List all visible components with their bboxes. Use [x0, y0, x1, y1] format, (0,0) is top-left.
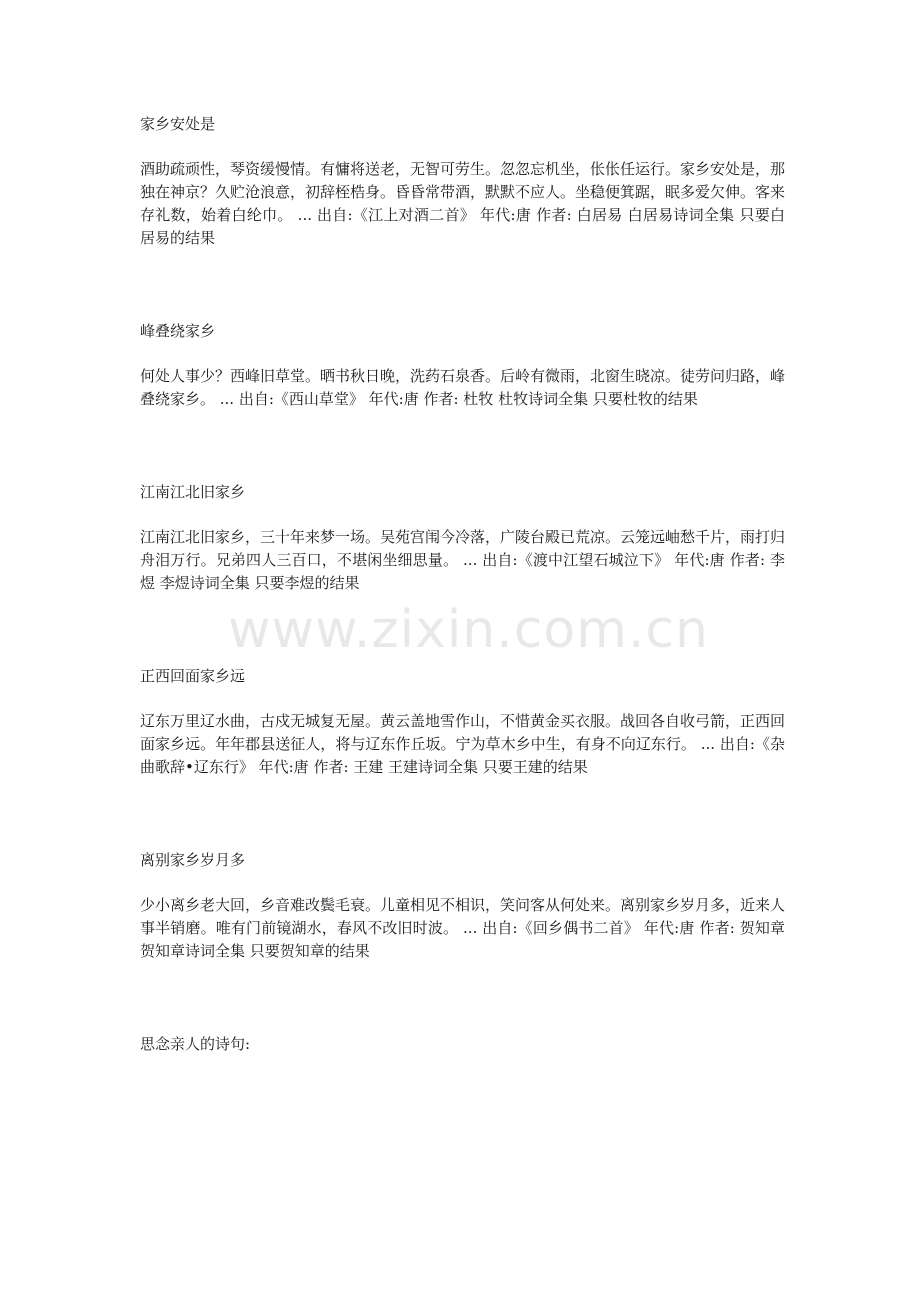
- document-content: [140, 112, 785, 1056]
- section-body: 酒助疏顽性，琴资缓慢情。有慵将送老，无智可劳生。忽忽忘机坐，伥伥任运行。家乡安处是，那独在神京？久贮沧浪意，初辞桎梏身。昏昏常带酒，默默不应人。坐稳便箕踞，眠多爱欠伸。客来存礼数，始着白纶巾。 ... 出自:《江上对酒二首》 年代:唐 作者: 白居易 白居易诗词全集 只要白居易的结果: [140, 160, 786, 247]
- poem-section: [140, 480, 785, 595]
- section-heading: 江南江北旧家乡: [140, 483, 246, 501]
- section-heading: 离别家乡岁月多: [140, 851, 246, 869]
- watermark: www.zixin.com.cn: [228, 600, 709, 660]
- section-body: 何处人事少？西峰旧草堂。晒书秋日晚，洗药石泉香。后岭有微雨，北窗生晓凉。徒劳问归路，峰叠绕家乡。 ... 出自:《西山草堂》 年代:唐 作者: 杜牧 杜牧诗词全集 只要杜牧的结果: [140, 367, 786, 408]
- section-body: 少小离乡老大回，乡音难改鬓毛衰。儿童相见不相识，笑问客从何处来。离别家乡岁月多，近来人事半销磨。唯有门前镜湖水，春风不改旧时波。 ... 出自:《回乡偶书二首》 年代:唐 作者: 贺知章 贺知章诗词全集 只要贺知章的结果: [140, 896, 786, 960]
- poem-section: [140, 1032, 785, 1056]
- section-body: 江南江北旧家乡，三十年来梦一场。吴苑宫闱今冷落，广陵台殿已荒凉。云笼远岫愁千片，雨打归舟泪万行。兄弟四人三百口，不堪闲坐细思量。 ... 出自:《渡中江望石城泣下》 年代:唐 作者: 李煜 李煜诗词全集 只要李煜的结果: [140, 528, 786, 592]
- section-heading: 思念亲人的诗句:: [140, 1035, 251, 1053]
- section-body: 辽东万里辽水曲，古戍无城复无屋。黄云盖地雪作山，不惜黄金买衣服。战回各自收弓箭，正西回面家乡远。年年郡县送征人，将与辽东作丘坂。宁为草木乡中生，有身不向辽东行。 ... 出自:《杂曲歌辞•辽东行》 年代:唐 作者: 王建 王建诗词全集 只要王建的结果: [140, 712, 786, 776]
- section-heading: 家乡安处是: [140, 115, 216, 133]
- poem-section: [140, 319, 785, 411]
- section-heading: 正西回面家乡远: [140, 667, 246, 685]
- poem-section: [140, 848, 785, 963]
- poem-section: [140, 112, 785, 250]
- section-heading: 峰叠绕家乡: [140, 322, 216, 340]
- poem-section: [140, 664, 785, 779]
